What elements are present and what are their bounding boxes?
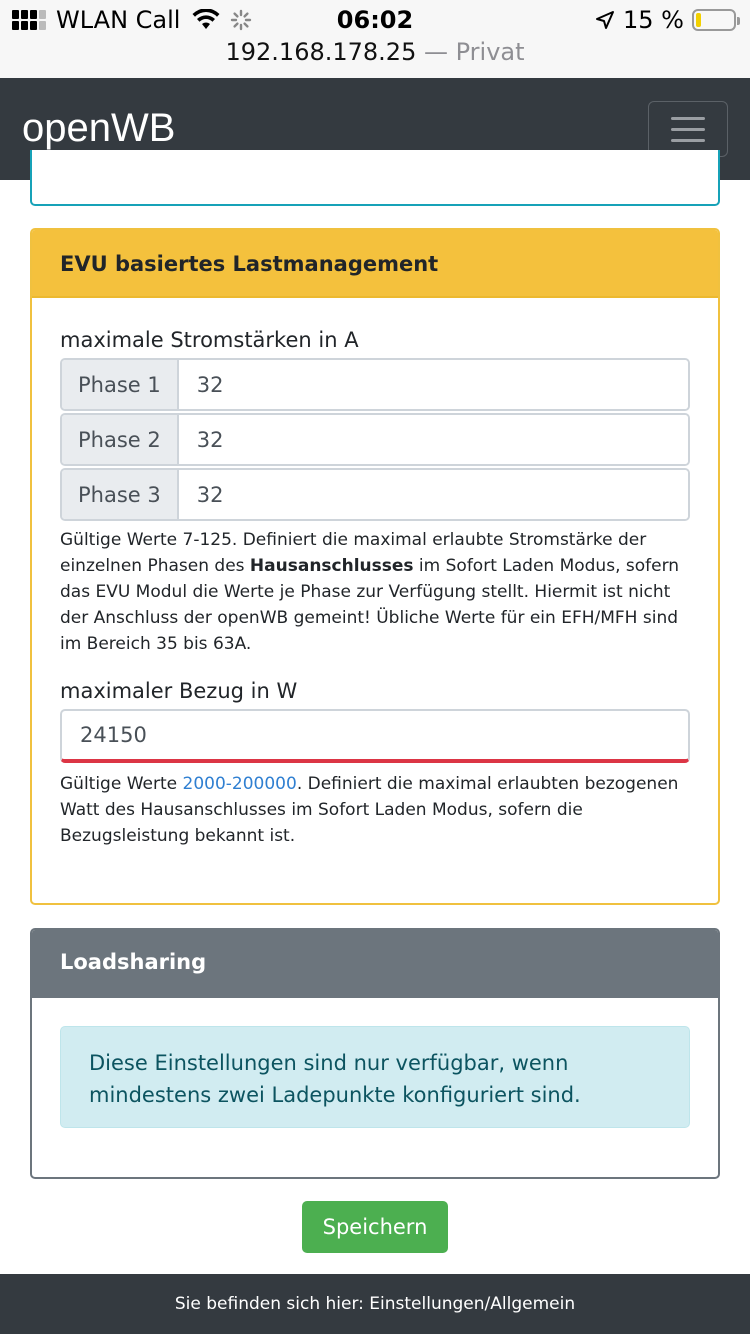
hamburger-icon <box>671 117 705 120</box>
phase-help-text <box>60 527 690 657</box>
loadsharing-info-alert: Diese Einstellungen sind nur verfügbar, wenn mindestens zwei Ladepunkte konfiguriert sind. <box>60 1026 690 1128</box>
valid-range: 2000-200000 <box>182 774 297 794</box>
evu-card-header: EVU basiertes Lastmanagement <box>32 230 718 298</box>
evu-card-body <box>32 298 718 879</box>
phase-3-input[interactable]: 32 <box>179 470 688 519</box>
phase-help-post: im Sofort Laden Modus, sofern das EVU Modul die Werte je Phase zur Verfügung stellt. Hiermit ist nicht der Anschluss der openWB gemeint! Übliche Werte für ein EFH/MFH sind im Bereich 35 bis 63A. <box>60 556 680 654</box>
evu-load-management-card <box>30 228 720 905</box>
url-private-label: — Privat <box>416 38 525 66</box>
consumption-help-text <box>60 771 690 849</box>
battery-percent: 15 % <box>623 6 684 34</box>
url-bar[interactable] <box>0 38 750 66</box>
phase-3-label: Phase 3 <box>62 470 179 519</box>
phase-help-pre: Gültige Werte 7-125. Definiert die maximal erlaubte Stromstärke der einzelnen Phasen des <box>60 530 647 576</box>
status-bar <box>0 0 750 78</box>
save-button[interactable]: Speichern <box>302 1201 448 1253</box>
battery-level <box>696 13 701 27</box>
max-consumption-label: maximaler Bezug in W <box>60 679 298 703</box>
hamburger-icon-line <box>671 128 705 131</box>
hamburger-icon-line <box>671 139 705 142</box>
battery-icon <box>692 9 736 31</box>
phase-3-input-group <box>60 468 690 521</box>
loadsharing-card-header: Loadsharing <box>32 930 718 998</box>
phase-1-label: Phase 1 <box>62 360 179 409</box>
brand-logo[interactable]: openWB <box>22 106 176 150</box>
previous-card-bottom <box>30 150 720 206</box>
status-right <box>595 6 736 34</box>
phase-help-bold: Hausanschlusses <box>249 556 414 576</box>
carrier-label: WLAN Call <box>56 6 181 34</box>
phase-2-input[interactable]: 32 <box>179 415 688 464</box>
clock: 06:02 <box>336 6 414 34</box>
footer-breadcrumb: Sie befinden sich hier: Einstellungen/Allgemein <box>0 1274 750 1334</box>
phase-2-label: Phase 2 <box>62 415 179 464</box>
menu-toggle-button[interactable] <box>648 101 728 157</box>
loadsharing-card <box>30 928 720 1179</box>
consumption-help-pre: Gültige Werte <box>60 774 183 794</box>
consumption-help-post: . Definiert die maximal erlaubten bezogenen Watt des Hausanschlusses im Sofort Laden Modus, sofern die Bezugsleistung bekannt ist. <box>60 774 679 846</box>
max-consumption-input[interactable]: 24150 <box>60 709 690 763</box>
location-arrow-icon <box>595 10 615 30</box>
max-current-label: maximale Stromstärken in A <box>60 328 359 352</box>
phase-1-input-group <box>60 358 690 411</box>
url-host: 192.168.178.25 <box>225 38 417 66</box>
phase-1-input[interactable]: 32 <box>179 360 688 409</box>
phase-2-input-group <box>60 413 690 466</box>
loadsharing-card-body <box>32 998 718 1158</box>
